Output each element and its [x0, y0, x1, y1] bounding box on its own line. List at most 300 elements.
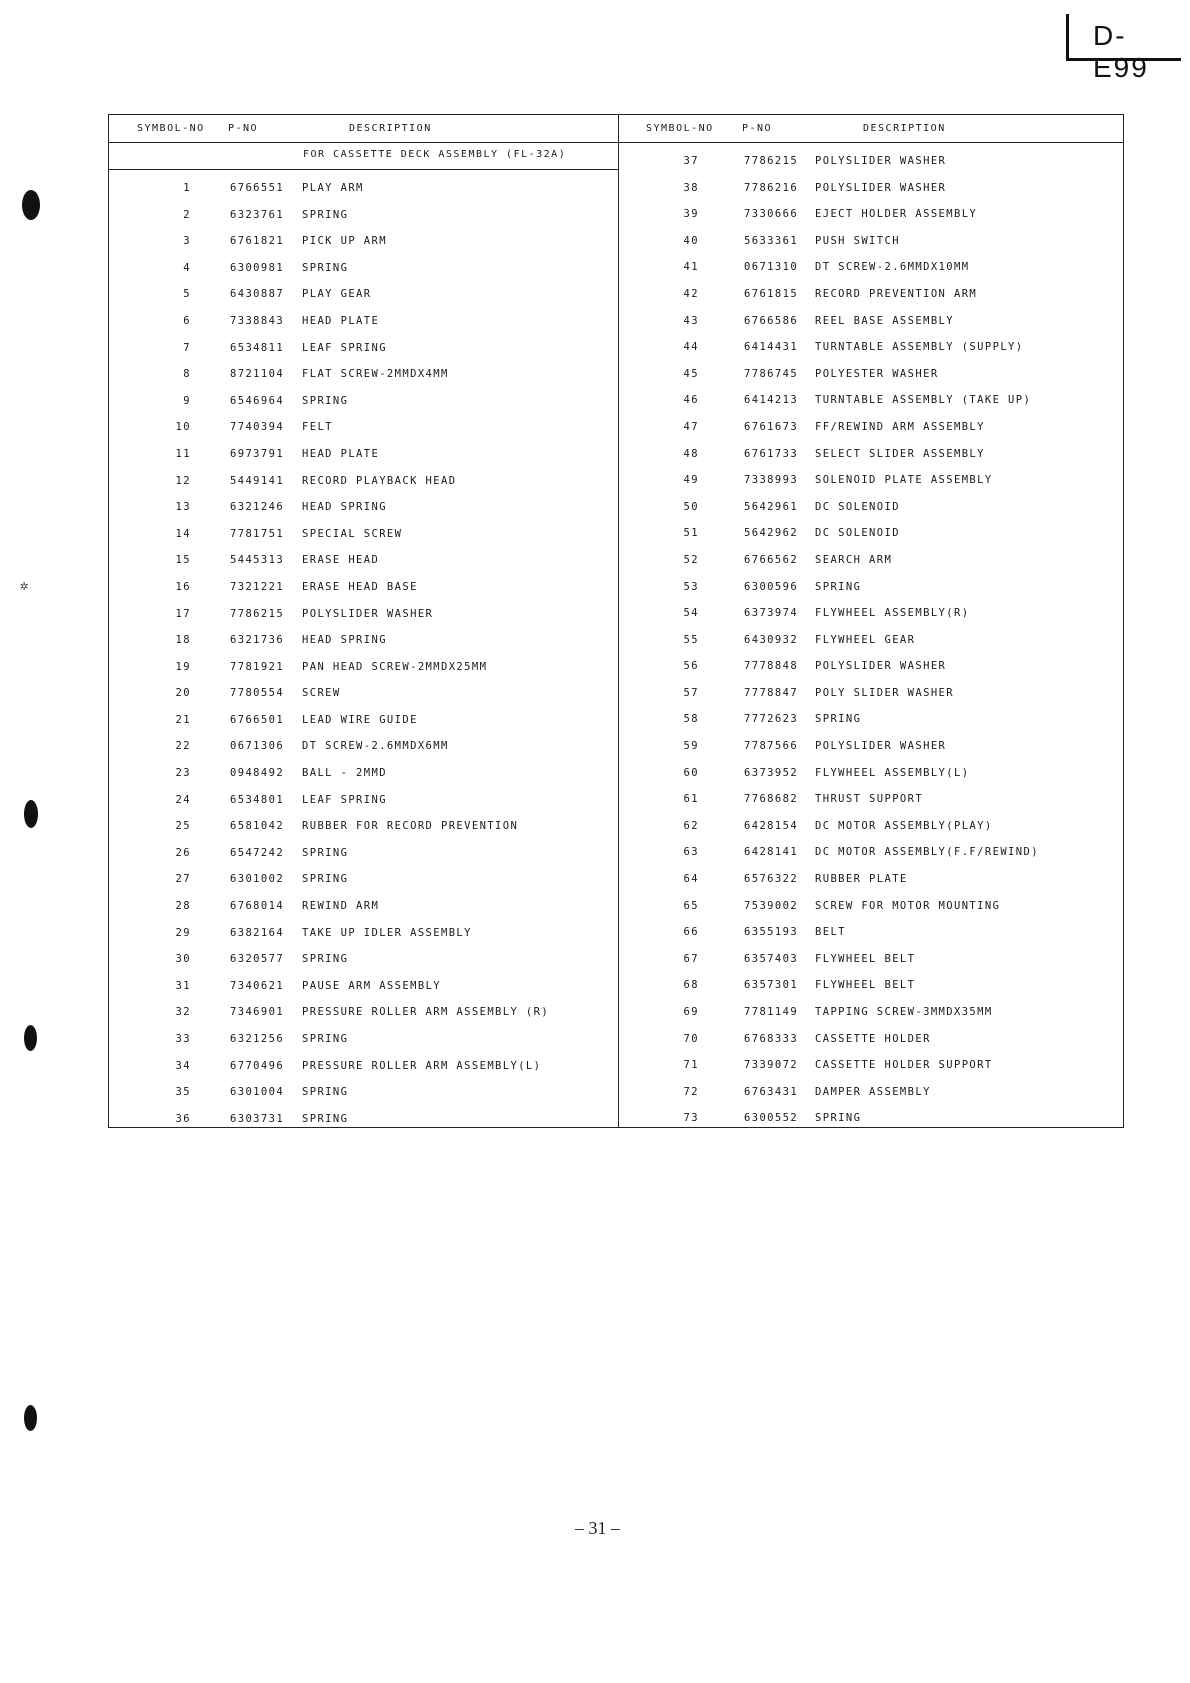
- part-number-cell: 7321221: [230, 580, 285, 593]
- part-number-cell: 7346901: [230, 1006, 285, 1019]
- description-cell: FELT: [302, 421, 333, 434]
- description-cell: SELECT SLIDER ASSEMBLY: [815, 447, 985, 460]
- table-row: [619, 733, 1123, 760]
- description-cell: SPRING: [302, 953, 349, 966]
- symbol-no-cell: 29: [175, 926, 191, 939]
- description-cell: DC SOLENOID: [815, 527, 900, 540]
- description-cell: PUSH SWITCH: [815, 234, 900, 247]
- part-number-cell: 7778848: [744, 660, 799, 673]
- part-number-cell: 6321736: [230, 634, 285, 647]
- part-number-cell: 7330666: [744, 208, 799, 221]
- description-cell: PAN HEAD SCREW-2MMDX25MM: [302, 660, 488, 673]
- symbol-no-cell: 43: [683, 314, 699, 327]
- description-cell: CASSETTE HOLDER: [815, 1032, 931, 1045]
- part-number-cell: 6430887: [230, 288, 285, 301]
- table-row: [109, 228, 618, 255]
- description-cell: PICK UP ARM: [302, 235, 387, 248]
- symbol-no-cell: 22: [175, 740, 191, 753]
- table-row: [619, 706, 1123, 733]
- symbol-no-cell: 70: [683, 1032, 699, 1045]
- table-row: [109, 654, 618, 681]
- symbol-no-cell: 63: [683, 846, 699, 859]
- description-cell: SPRING: [302, 208, 349, 221]
- description-cell: SPRING: [302, 261, 349, 274]
- assembly-title: [109, 143, 618, 170]
- symbol-no-cell: 38: [683, 181, 699, 194]
- symbol-no-cell: 33: [175, 1033, 191, 1045]
- description-cell: BELT: [815, 926, 846, 939]
- symbol-no-cell: 35: [175, 1086, 191, 1099]
- description-cell: FF/REWIND ARM ASSEMBLY: [815, 420, 985, 433]
- symbol-no-cell: 72: [683, 1085, 699, 1098]
- description-cell: LEAF SPRING: [302, 793, 387, 806]
- part-number-cell: 7781751: [230, 527, 285, 540]
- table-row: [619, 547, 1123, 574]
- symbol-no-cell: 42: [683, 287, 699, 300]
- part-number-cell: 7781149: [744, 1006, 799, 1018]
- description-cell: TAPPING SCREW-3MMDX35MM: [815, 1006, 993, 1018]
- part-number-cell: 5642962: [744, 527, 799, 540]
- table-row: [109, 866, 618, 893]
- part-number-cell: 7339072: [744, 1059, 799, 1072]
- table-row: [619, 680, 1123, 707]
- description-cell: SPRING: [815, 713, 862, 726]
- part-number-cell: 7539002: [744, 899, 799, 912]
- symbol-no-cell: 36: [175, 1112, 191, 1125]
- description-cell: DT SCREW-2.6MMDX6MM: [302, 740, 449, 753]
- symbol-no-cell: 4: [183, 261, 191, 274]
- part-number-cell: 6373952: [744, 766, 799, 779]
- symbol-no-cell: 6: [183, 314, 191, 327]
- table-row: [109, 494, 618, 521]
- part-number-cell: 6761733: [744, 447, 799, 460]
- table-row: [619, 228, 1123, 255]
- description-cell: HEAD SPRING: [302, 501, 387, 514]
- table-row: [619, 893, 1123, 920]
- description-cell: POLYESTER WASHER: [815, 367, 939, 380]
- symbol-no-cell: 19: [175, 660, 191, 673]
- description-cell: ERASE HEAD: [302, 554, 380, 567]
- description-cell: PLAY ARM: [302, 182, 364, 194]
- description-cell: SEARCH ARM: [815, 553, 893, 566]
- table-row: [109, 1026, 618, 1053]
- part-number-cell: 6430932: [744, 633, 799, 646]
- symbol-no-cell: 47: [683, 420, 699, 433]
- description-cell: REEL BASE ASSEMBLY: [815, 314, 954, 327]
- header-symbol-no: SYMBOL-NO: [137, 123, 205, 134]
- header-symbol-no: SYMBOL-NO: [646, 123, 714, 134]
- part-number-cell: 7786745: [744, 367, 799, 380]
- part-number-cell: 6357301: [744, 979, 799, 992]
- part-number-cell: 6300596: [744, 580, 799, 593]
- description-cell: DC MOTOR ASSEMBLY(PLAY): [815, 819, 993, 832]
- part-number-cell: 0948492: [230, 767, 285, 780]
- table-row: [109, 999, 618, 1026]
- symbol-no-cell: 62: [683, 819, 699, 832]
- table-row: [109, 760, 618, 787]
- part-number-cell: 6301002: [230, 873, 285, 886]
- table-row: [109, 707, 618, 734]
- table-row: [109, 414, 618, 441]
- table-header: [619, 115, 1123, 143]
- table-row: [109, 1079, 618, 1106]
- symbol-no-cell: 1: [183, 182, 191, 194]
- parts-rows-left: [109, 175, 618, 1132]
- description-cell: SCREW: [302, 687, 341, 700]
- symbol-no-cell: 15: [175, 554, 191, 567]
- symbol-no-cell: 12: [175, 474, 191, 487]
- description-cell: SPRING: [302, 846, 349, 859]
- description-cell: RECORD PREVENTION ARM: [815, 287, 978, 300]
- description-cell: ERASE HEAD BASE: [302, 580, 418, 593]
- table-row: [619, 387, 1123, 414]
- table-row: [109, 680, 618, 707]
- table-row: [619, 786, 1123, 813]
- description-cell: RECORD PLAYBACK HEAD: [302, 474, 457, 487]
- part-number-cell: 6300981: [230, 261, 285, 274]
- symbol-no-cell: 20: [175, 687, 191, 700]
- part-number-cell: 6373974: [744, 607, 799, 620]
- table-row: [619, 760, 1123, 787]
- description-cell: LEAD WIRE GUIDE: [302, 713, 418, 726]
- symbol-no-cell: 23: [175, 767, 191, 780]
- table-row: [619, 308, 1123, 335]
- table-row: [109, 733, 618, 760]
- part-number-cell: 6321246: [230, 501, 285, 514]
- table-row: [109, 468, 618, 495]
- table-row: [109, 255, 618, 282]
- part-number-cell: 8721104: [230, 368, 285, 381]
- table-row: [619, 520, 1123, 547]
- description-cell: DAMPER ASSEMBLY: [815, 1085, 931, 1098]
- table-row: [619, 175, 1123, 202]
- description-cell: CASSETTE HOLDER SUPPORT: [815, 1059, 993, 1072]
- table-row: [619, 494, 1123, 521]
- symbol-no-cell: 40: [683, 234, 699, 247]
- symbol-no-cell: 8: [183, 368, 191, 381]
- symbol-no-cell: 57: [683, 686, 699, 699]
- description-cell: FLYWHEEL ASSEMBLY(L): [815, 766, 970, 779]
- symbol-no-cell: 7: [183, 341, 191, 354]
- part-number-cell: 6321256: [230, 1033, 285, 1045]
- table-row: [619, 972, 1123, 999]
- description-cell: REWIND ARM: [302, 900, 380, 913]
- description-cell: DC SOLENOID: [815, 500, 900, 513]
- symbol-no-cell: 27: [175, 873, 191, 886]
- punch-hole: [24, 1025, 37, 1051]
- table-row: [619, 813, 1123, 840]
- table-row: [109, 920, 618, 947]
- description-cell: SPECIAL SCREW: [302, 527, 403, 540]
- symbol-no-cell: 55: [683, 633, 699, 646]
- table-row: [619, 919, 1123, 946]
- symbol-no-cell: 41: [683, 261, 699, 274]
- part-number-cell: 6973791: [230, 447, 285, 460]
- symbol-no-cell: 26: [175, 846, 191, 859]
- table-row: [619, 839, 1123, 866]
- description-cell: PRESSURE ROLLER ARM ASSEMBLY(L): [302, 1059, 542, 1072]
- part-number-cell: 7772623: [744, 713, 799, 726]
- header-description: DESCRIPTION: [863, 123, 946, 134]
- symbol-no-cell: 18: [175, 634, 191, 647]
- table-row: [109, 547, 618, 574]
- model-tab: [1066, 14, 1181, 83]
- part-number-cell: 6581042: [230, 820, 285, 833]
- symbol-no-cell: 25: [175, 820, 191, 833]
- symbol-no-cell: 5: [183, 288, 191, 301]
- part-number-cell: 6761673: [744, 420, 799, 433]
- description-cell: BALL - 2MMD: [302, 767, 387, 780]
- page-number: – 31 –: [575, 1518, 620, 1538]
- part-number-cell: 6428141: [744, 846, 799, 859]
- table-row: [109, 840, 618, 867]
- parts-rows-right: [619, 148, 1123, 1132]
- table-row: [109, 813, 618, 840]
- symbol-no-cell: 34: [175, 1059, 191, 1072]
- symbol-no-cell: 49: [683, 474, 699, 487]
- part-number-cell: 6766551: [230, 182, 285, 194]
- table-row: [619, 627, 1123, 654]
- description-cell: HEAD PLATE: [302, 447, 380, 460]
- table-row: [619, 334, 1123, 361]
- table-row: [109, 1106, 618, 1133]
- description-cell: SCREW FOR MOTOR MOUNTING: [815, 899, 1001, 912]
- parts-column-left: [109, 115, 619, 1127]
- part-number-cell: 7787566: [744, 740, 799, 753]
- description-cell: TURNTABLE ASSEMBLY (SUPPLY): [815, 341, 1024, 354]
- part-number-cell: 0671306: [230, 740, 285, 753]
- table-row: [619, 361, 1123, 388]
- part-number-cell: 6768333: [744, 1032, 799, 1045]
- part-number-cell: 6414213: [744, 394, 799, 407]
- symbol-no-cell: 50: [683, 500, 699, 513]
- part-number-cell: 6323761: [230, 208, 285, 221]
- symbol-no-cell: 60: [683, 766, 699, 779]
- table-row: [619, 467, 1123, 494]
- symbol-no-cell: 51: [683, 527, 699, 540]
- part-number-cell: 6534801: [230, 793, 285, 806]
- part-number-cell: 6534811: [230, 341, 285, 354]
- description-cell: SPRING: [815, 1112, 862, 1125]
- part-number-cell: 6766562: [744, 553, 799, 566]
- symbol-no-cell: 44: [683, 341, 699, 354]
- symbol-no-cell: 2: [183, 208, 191, 221]
- description-cell: POLY SLIDER WASHER: [815, 686, 954, 699]
- table-row: [109, 521, 618, 548]
- description-cell: PLAY GEAR: [302, 288, 372, 301]
- table-row: [619, 441, 1123, 468]
- table-row: [619, 1026, 1123, 1053]
- symbol-no-cell: 3: [183, 235, 191, 248]
- table-row: [109, 627, 618, 654]
- symbol-no-cell: 30: [175, 953, 191, 966]
- symbol-no-cell: 11: [175, 447, 191, 460]
- table-row: [109, 281, 618, 308]
- part-number-cell: 7338993: [744, 474, 799, 487]
- description-cell: POLYSLIDER WASHER: [815, 155, 947, 167]
- part-number-cell: 6303731: [230, 1112, 285, 1125]
- symbol-no-cell: 64: [683, 873, 699, 886]
- table-row: [109, 202, 618, 229]
- part-number-cell: 6547242: [230, 846, 285, 859]
- description-cell: TURNTABLE ASSEMBLY (TAKE UP): [815, 394, 1032, 407]
- description-cell: PRESSURE ROLLER ARM ASSEMBLY (R): [302, 1006, 550, 1019]
- table-row: [109, 574, 618, 601]
- description-cell: POLYSLIDER WASHER: [815, 660, 947, 673]
- table-row: [109, 361, 618, 388]
- symbol-no-cell: 24: [175, 793, 191, 806]
- part-number-cell: 5633361: [744, 234, 799, 247]
- symbol-no-cell: 45: [683, 367, 699, 380]
- part-number-cell: 7338843: [230, 314, 285, 327]
- part-number-cell: 5642961: [744, 500, 799, 513]
- description-cell: FLYWHEEL BELT: [815, 979, 916, 992]
- part-number-cell: 7786215: [744, 155, 799, 167]
- part-number-cell: 7740394: [230, 421, 285, 434]
- description-cell: SPRING: [302, 1033, 349, 1045]
- table-row: [109, 893, 618, 920]
- description-cell: HEAD SPRING: [302, 634, 387, 647]
- description-cell: SPRING: [302, 1086, 349, 1099]
- table-row: [619, 574, 1123, 601]
- table-row: [619, 946, 1123, 973]
- part-number-cell: 6300552: [744, 1112, 799, 1125]
- part-number-cell: 6761815: [744, 287, 799, 300]
- part-number-cell: 7780554: [230, 687, 285, 700]
- table-row: [619, 1079, 1123, 1106]
- punch-hole: [24, 1405, 37, 1431]
- symbol-no-cell: 48: [683, 447, 699, 460]
- table-row: [619, 1052, 1123, 1079]
- part-number-cell: 6320577: [230, 953, 285, 966]
- symbol-no-cell: 9: [183, 394, 191, 407]
- symbol-no-cell: 71: [683, 1059, 699, 1072]
- table-row: [619, 600, 1123, 627]
- part-number-cell: 6766501: [230, 713, 285, 726]
- table-row: [619, 1105, 1123, 1132]
- table-row: [619, 999, 1123, 1026]
- part-number-cell: 6355193: [744, 926, 799, 939]
- symbol-no-cell: 58: [683, 713, 699, 726]
- part-number-cell: 7786216: [744, 181, 799, 194]
- description-cell: SOLENOID PLATE ASSEMBLY: [815, 474, 993, 487]
- part-number-cell: 5449141: [230, 474, 285, 487]
- symbol-no-cell: 52: [683, 553, 699, 566]
- description-cell: FLYWHEEL ASSEMBLY(R): [815, 607, 970, 620]
- description-cell: FLYWHEEL BELT: [815, 952, 916, 965]
- table-row: [109, 335, 618, 362]
- description-cell: SPRING: [302, 873, 349, 886]
- symbol-no-cell: 65: [683, 899, 699, 912]
- header-description: DESCRIPTION: [349, 123, 432, 134]
- symbol-no-cell: 16: [175, 580, 191, 593]
- description-cell: POLYSLIDER WASHER: [815, 181, 947, 194]
- punch-hole: [24, 800, 38, 828]
- table-row: [109, 787, 618, 814]
- symbol-no-cell: 69: [683, 1006, 699, 1018]
- table-row: [109, 946, 618, 973]
- assembly-title-text: FOR CASSETTE DECK ASSEMBLY (FL-32A): [303, 149, 567, 160]
- part-number-cell: 0671310: [744, 261, 799, 274]
- part-number-cell: 5445313: [230, 554, 285, 567]
- symbol-no-cell: 31: [175, 979, 191, 992]
- symbol-no-cell: 39: [683, 208, 699, 221]
- description-cell: FLYWHEEL GEAR: [815, 633, 916, 646]
- description-cell: THRUST SUPPORT: [815, 793, 924, 806]
- table-row: [109, 601, 618, 628]
- description-cell: RUBBER FOR RECORD PREVENTION: [302, 820, 519, 833]
- description-cell: SPRING: [302, 394, 349, 407]
- symbol-no-cell: 68: [683, 979, 699, 992]
- table-row: [619, 281, 1123, 308]
- description-cell: TAKE UP IDLER ASSEMBLY: [302, 926, 472, 939]
- description-cell: SPRING: [302, 1112, 349, 1125]
- symbol-no-cell: 54: [683, 607, 699, 620]
- table-row: [619, 254, 1123, 281]
- description-cell: DC MOTOR ASSEMBLY(F.F/REWIND): [815, 846, 1039, 859]
- scan-speck: ✲: [20, 578, 29, 594]
- part-number-cell: 7768682: [744, 793, 799, 806]
- symbol-no-cell: 28: [175, 900, 191, 913]
- part-number-cell: 7340621: [230, 979, 285, 992]
- table-row: [109, 175, 618, 202]
- parts-table: [108, 114, 1124, 1128]
- punch-hole: [22, 190, 40, 220]
- table-row: [619, 148, 1123, 175]
- description-cell: FLAT SCREW-2MMDX4MM: [302, 368, 449, 381]
- part-number-cell: 6576322: [744, 873, 799, 886]
- description-cell: HEAD PLATE: [302, 314, 380, 327]
- part-number-cell: 6761821: [230, 235, 285, 248]
- table-row: [109, 973, 618, 1000]
- symbol-no-cell: 46: [683, 394, 699, 407]
- symbol-no-cell: 67: [683, 952, 699, 965]
- description-cell: PAUSE ARM ASSEMBLY: [302, 979, 441, 992]
- description-cell: EJECT HOLDER ASSEMBLY: [815, 208, 978, 221]
- description-cell: POLYSLIDER WASHER: [302, 607, 434, 620]
- description-cell: SPRING: [815, 580, 862, 593]
- table-row: [619, 866, 1123, 893]
- symbol-no-cell: 13: [175, 501, 191, 514]
- description-cell: RUBBER PLATE: [815, 873, 908, 886]
- symbol-no-cell: 59: [683, 740, 699, 753]
- symbol-no-cell: 10: [175, 421, 191, 434]
- description-cell: POLYSLIDER WASHER: [815, 740, 947, 753]
- table-row: [619, 414, 1123, 441]
- description-cell: DT SCREW-2.6MMDX10MM: [815, 261, 970, 274]
- table-row: [109, 308, 618, 335]
- description-cell: LEAF SPRING: [302, 341, 387, 354]
- symbol-no-cell: 66: [683, 926, 699, 939]
- symbol-no-cell: 17: [175, 607, 191, 620]
- table-header: [109, 115, 618, 143]
- part-number-cell: 6546964: [230, 394, 285, 407]
- part-number-cell: 6414431: [744, 341, 799, 354]
- symbol-no-cell: 73: [683, 1112, 699, 1125]
- symbol-no-cell: 53: [683, 580, 699, 593]
- model-number: D-E99: [1093, 20, 1149, 83]
- part-number-cell: 6428154: [744, 819, 799, 832]
- symbol-no-cell: 14: [175, 527, 191, 540]
- table-row: [109, 441, 618, 468]
- part-number-cell: 7778847: [744, 686, 799, 699]
- symbol-no-cell: 32: [175, 1006, 191, 1019]
- symbol-no-cell: 21: [175, 713, 191, 726]
- symbol-no-cell: 61: [683, 793, 699, 806]
- table-row: [109, 1053, 618, 1080]
- part-number-cell: 6768014: [230, 900, 285, 913]
- part-number-cell: 7786215: [230, 607, 285, 620]
